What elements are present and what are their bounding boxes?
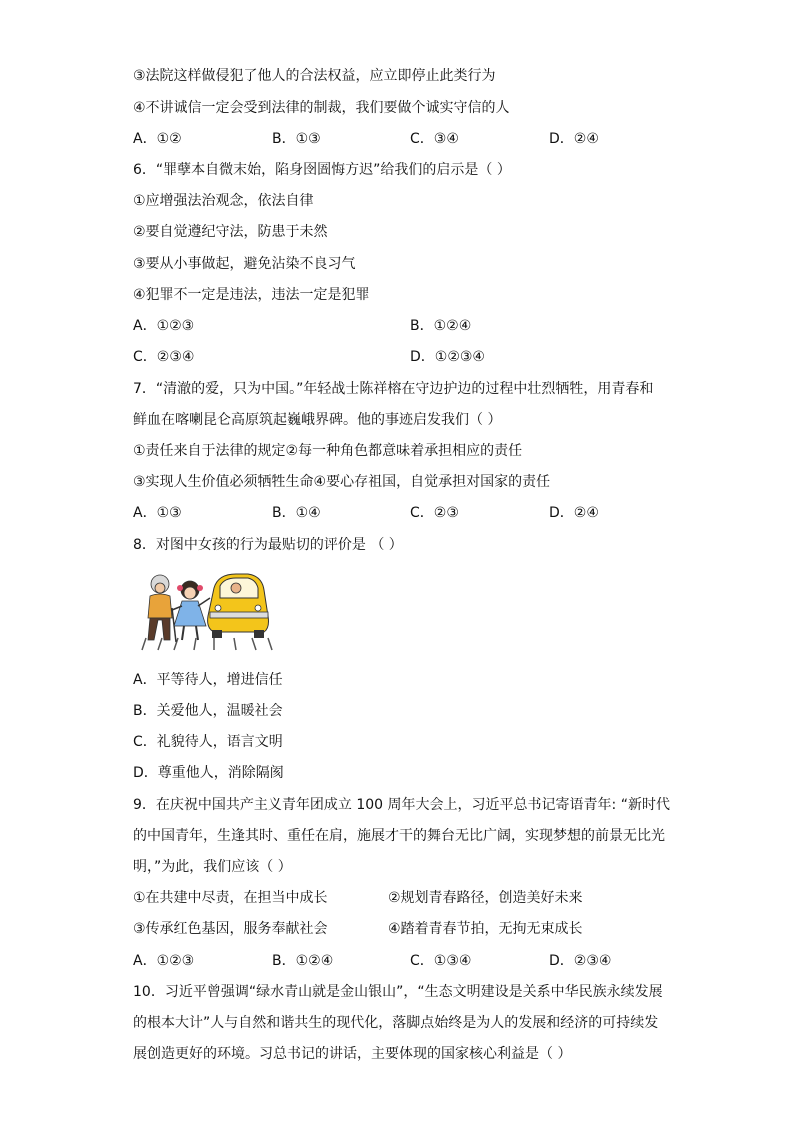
q7-option-a: A．①③ xyxy=(133,505,182,521)
q5-statement-4: ④不讲诚信一定会受到法律的制裁，我们要做个诚实守信的人 xyxy=(133,100,510,116)
girl xyxy=(172,581,210,640)
q5-option-a: A．①② xyxy=(133,131,182,147)
q8-stem: 8．对图中女孩的行为最贴切的评价是 （ ） xyxy=(133,537,403,553)
q8-option-c: C．礼貌待人，语言文明 xyxy=(133,734,283,750)
q8-option-b: B．关爱他人，温暖社会 xyxy=(133,703,283,719)
q9-option-d: D．②③④ xyxy=(549,953,612,969)
q8-option-d: D．尊重他人，消除隔阂 xyxy=(133,765,284,781)
q7-statements-3-4: ③实现人生价值必须牺牲生命④要心存祖国，自觉承担对国家的责任 xyxy=(133,474,551,490)
q10-stem-line-1: 10．习近平曾强调“绿水青山就是金山银山”，“生态文明建设是关系中华民族永续发展 xyxy=(133,984,663,1000)
yellow-car xyxy=(208,574,269,638)
q6-option-b: B．①②④ xyxy=(410,318,472,334)
q10-stem-line-3: 展创造更好的环境。习总书记的讲话，主要体现的国家核心利益是（ ） xyxy=(133,1046,572,1062)
q8-option-a: A．平等待人，增进信任 xyxy=(133,672,283,688)
crosswalk-illustration xyxy=(136,568,276,654)
q7-option-d: D．②④ xyxy=(549,505,599,521)
q9-statement-3: ③传承红色基因，服务奉献社会 xyxy=(133,921,328,937)
q6-statement-2: ②要自觉遵纪守法，防患于未然 xyxy=(133,224,328,240)
q5-option-b: B．①③ xyxy=(272,131,321,147)
q5-option-c: C．③④ xyxy=(410,131,459,147)
elderly-man xyxy=(148,575,176,642)
q9-stem-line-1: 9．在庆祝中国共产主义青年团成立 100 周年大会上，习近平总书记寄语青年: “新时代 xyxy=(133,797,670,813)
q7-option-b: B．①④ xyxy=(272,505,321,521)
q7-statements-1-2: ①责任来自于法律的规定②每一种角色都意味着承担相应的责任 xyxy=(133,443,523,459)
q9-option-c: C．①③④ xyxy=(410,953,472,969)
q7-stem-line-1: 7．“清澈的爱，只为中国。”年轻战士陈祥榕在守边护边的过程中壮烈牺牲，用青春和 xyxy=(133,381,654,397)
q9-statement-4: ④踏着青春节拍，无拘无束成长 xyxy=(388,921,583,937)
q6-option-c: C．②③④ xyxy=(133,349,195,365)
q9-option-a: A．①②③ xyxy=(133,953,195,969)
q6-stem: 6．“罪孽本自微末始，陷身囹圄悔方迟”给我们的启示是（ ） xyxy=(133,162,511,178)
q6-statement-4: ④犯罪不一定是违法，违法一定是犯罪 xyxy=(133,287,370,303)
q7-option-c: C．②③ xyxy=(410,505,459,521)
q9-stem-line-3: 明，”为此，我们应该（ ） xyxy=(133,859,292,875)
q5-option-d: D．②④ xyxy=(549,131,599,147)
q6-statement-1: ①应增强法治观念，依法自律 xyxy=(133,193,314,209)
q6-statement-3: ③要从小事做起，避免沾染不良习气 xyxy=(133,256,356,272)
q6-option-d: D．①②③④ xyxy=(410,349,485,365)
q6-option-a: A．①②③ xyxy=(133,318,195,334)
q9-statement-2: ②规划青春路径，创造美好未来 xyxy=(388,890,583,906)
crosswalk-stripes xyxy=(142,638,272,650)
q9-stem-line-2: 的中国青年，生逢其时、重任在肩，施展才干的舞台无比广阔，实现梦想的前景无比光 xyxy=(133,828,665,844)
q5-statement-3: ③法院这样做侵犯了他人的合法权益，应立即停止此类行为 xyxy=(133,68,496,84)
q7-stem-line-2: 鲜血在喀喇昆仑高原筑起巍峨界碑。他的事迹启发我们（ ） xyxy=(133,412,502,428)
q9-option-b: B．①②④ xyxy=(272,953,334,969)
q10-stem-line-2: 的根本大计”人与自然和谐共生的现代化，落脚点始终是为人的发展和经济的可持续发 xyxy=(133,1015,659,1031)
q9-statement-1: ①在共建中尽责，在担当中成长 xyxy=(133,890,328,906)
